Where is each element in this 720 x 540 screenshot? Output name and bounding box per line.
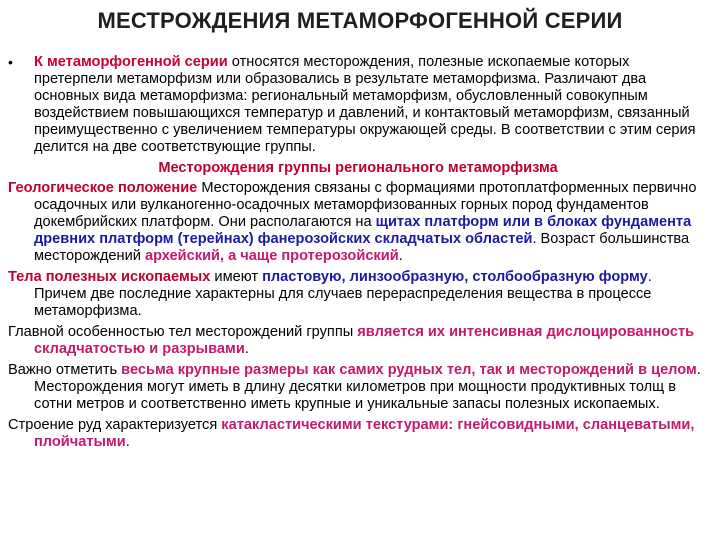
ore-text-2: . [125,434,130,450]
size-paragraph [8,362,708,413]
size-text-2: . Месторождения могут иметь в длину десятки километров при мощности продуктивных толщ в сотни метров и соответственно иметь крупные и уникальные запасы полезных ископаемых. [34,362,701,412]
bodies-paragraph [8,269,708,320]
ore-structure-paragraph [8,417,708,451]
bodies-text-1: имеют [210,269,263,285]
geology-text-2: . Возраст большинства месторождений [34,231,690,264]
size-highlight: весьма крупные размеры как самих рудных тел, так и месторождений в целом [121,362,697,378]
bodies-text-2: . Причем две последние характерны для случаев перераспределения вещества в процессе метаморфизма. [34,269,652,319]
bodies-lead: Тела полезных ископаемых [8,269,211,285]
feature-text-1: Главной особенностью тел месторождений группы [8,324,358,340]
feature-highlight: является их интенсивная дислоцированность складчатостью и разрывами [34,324,695,357]
ore-text-1: Строение руд характеризуется [8,417,222,433]
geology-lead: Геологическое положение [8,180,198,196]
bullet: • [8,54,13,70]
intro-paragraph [8,54,708,156]
document-body [8,54,708,455]
intro-text: относятся месторождения, полезные ископаемые которых претерпели метаморфизм или образовались в результате метаморфизма. Различают два основных вида метаморфизма: региональный метаморфизм, обусловленный совокупным воздействием повышающихся температур и давлений, и контактовый метаморфизм, связанный преимущественно с увеличением температуры окружающей среды. В соответствии с этим серия делится на две соответствующие группы. [34,54,696,155]
feature-paragraph [8,324,708,358]
geology-highlight-2: архейский, а чаще протерозойский [144,248,399,264]
geology-highlight-1: щитах платформ или в блоках фундамента древних платформ (терейнах) фанерозойских складчатых областей [34,214,692,247]
bodies-highlight: пластовую, линзообразную, столбообразную форму [262,269,648,285]
ore-highlight: катакластическими текстурами: гнейсовидными, сланцеватыми, плойчатыми [34,417,695,450]
geology-paragraph [8,180,708,265]
page-title: МЕСТРОЖДЕНИЯ МЕТАМОРФОГЕННОЙ СЕРИИ [97,8,623,33]
geology-text-1: Месторождения связаны с формациями протоплатформенных первично осадочных или вулканогенно-осадочных метаморфизованных горных пород фундаментов докембрийских платформ. Они располагаются на [34,180,697,230]
section-subtitle: Месторождения группы регионального метаморфизма [158,160,558,176]
feature-text-2: . [244,341,249,357]
intro-lead: К метаморфогенной серии [34,54,228,70]
geology-text-3: . [398,248,403,264]
size-text-1: Важно отметить [8,362,122,378]
